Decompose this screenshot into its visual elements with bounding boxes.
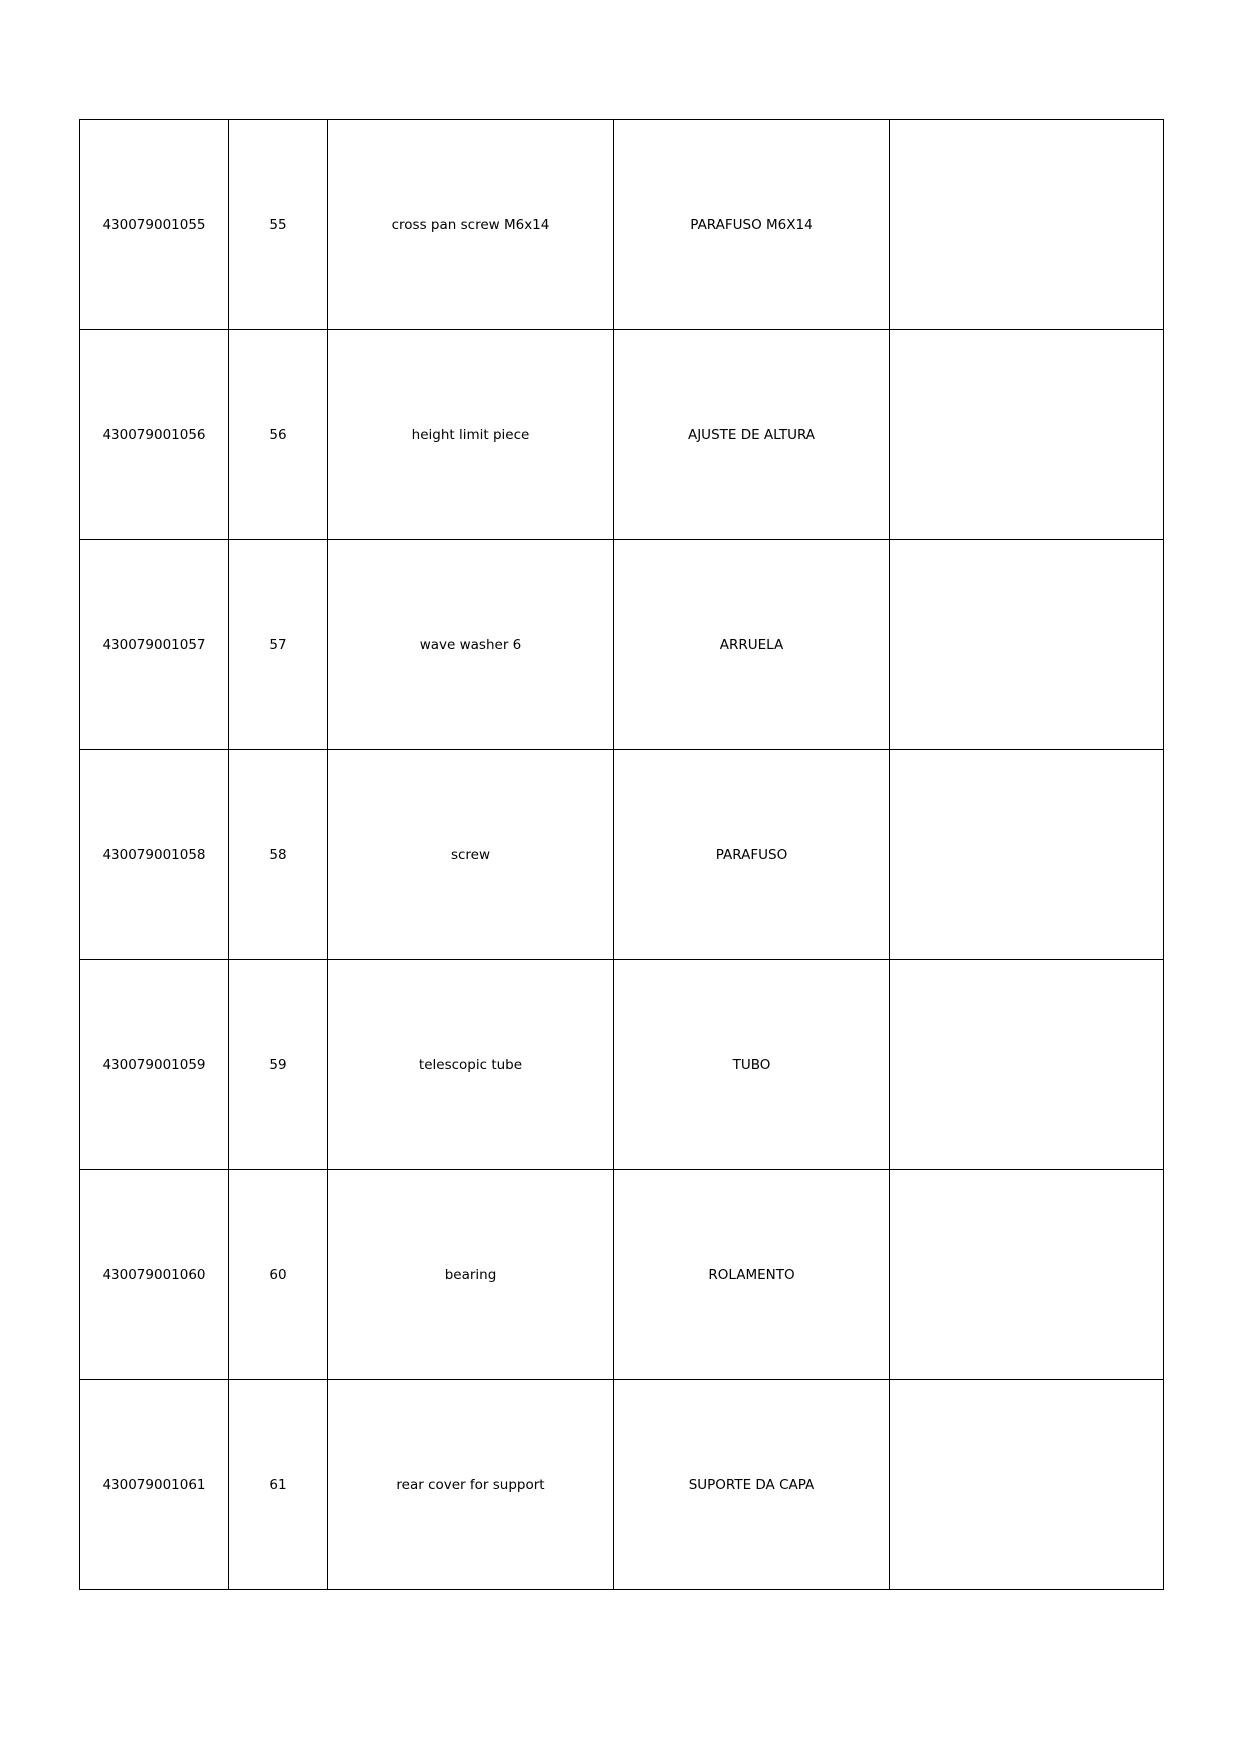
portuguese-description-cell: ARRUELA (614, 540, 890, 750)
english-description-cell: screw (328, 750, 614, 960)
item-number-cell: 61 (229, 1380, 328, 1590)
notes-cell (890, 330, 1164, 540)
notes-cell (890, 960, 1164, 1170)
item-number-cell: 59 (229, 960, 328, 1170)
notes-cell (890, 120, 1164, 330)
english-description-cell: bearing (328, 1170, 614, 1380)
english-description-cell: telescopic tube (328, 960, 614, 1170)
notes-cell (890, 750, 1164, 960)
item-number-cell: 58 (229, 750, 328, 960)
table-row (80, 1380, 1164, 1590)
part-code-cell: 430079001058 (80, 750, 229, 960)
table-row (80, 1170, 1164, 1380)
part-code-cell: 430079001057 (80, 540, 229, 750)
portuguese-description-cell: AJUSTE DE ALTURA (614, 330, 890, 540)
part-code-cell: 430079001055 (80, 120, 229, 330)
part-code-cell: 430079001061 (80, 1380, 229, 1590)
notes-cell (890, 1380, 1164, 1590)
portuguese-description-cell: SUPORTE DA CAPA (614, 1380, 890, 1590)
notes-cell (890, 1170, 1164, 1380)
table-row (80, 960, 1164, 1170)
parts-table (79, 119, 1164, 1590)
item-number-cell: 57 (229, 540, 328, 750)
table-row (80, 330, 1164, 540)
table-row (80, 120, 1164, 330)
english-description-cell: cross pan screw M6x14 (328, 120, 614, 330)
english-description-cell: height limit piece (328, 330, 614, 540)
english-description-cell: wave washer 6 (328, 540, 614, 750)
parts-table-body (80, 120, 1164, 1590)
table-row (80, 750, 1164, 960)
portuguese-description-cell: PARAFUSO M6X14 (614, 120, 890, 330)
part-code-cell: 430079001060 (80, 1170, 229, 1380)
item-number-cell: 60 (229, 1170, 328, 1380)
notes-cell (890, 540, 1164, 750)
portuguese-description-cell: PARAFUSO (614, 750, 890, 960)
part-code-cell: 430079001059 (80, 960, 229, 1170)
item-number-cell: 55 (229, 120, 328, 330)
english-description-cell: rear cover for support (328, 1380, 614, 1590)
table-row (80, 540, 1164, 750)
item-number-cell: 56 (229, 330, 328, 540)
portuguese-description-cell: TUBO (614, 960, 890, 1170)
portuguese-description-cell: ROLAMENTO (614, 1170, 890, 1380)
part-code-cell: 430079001056 (80, 330, 229, 540)
